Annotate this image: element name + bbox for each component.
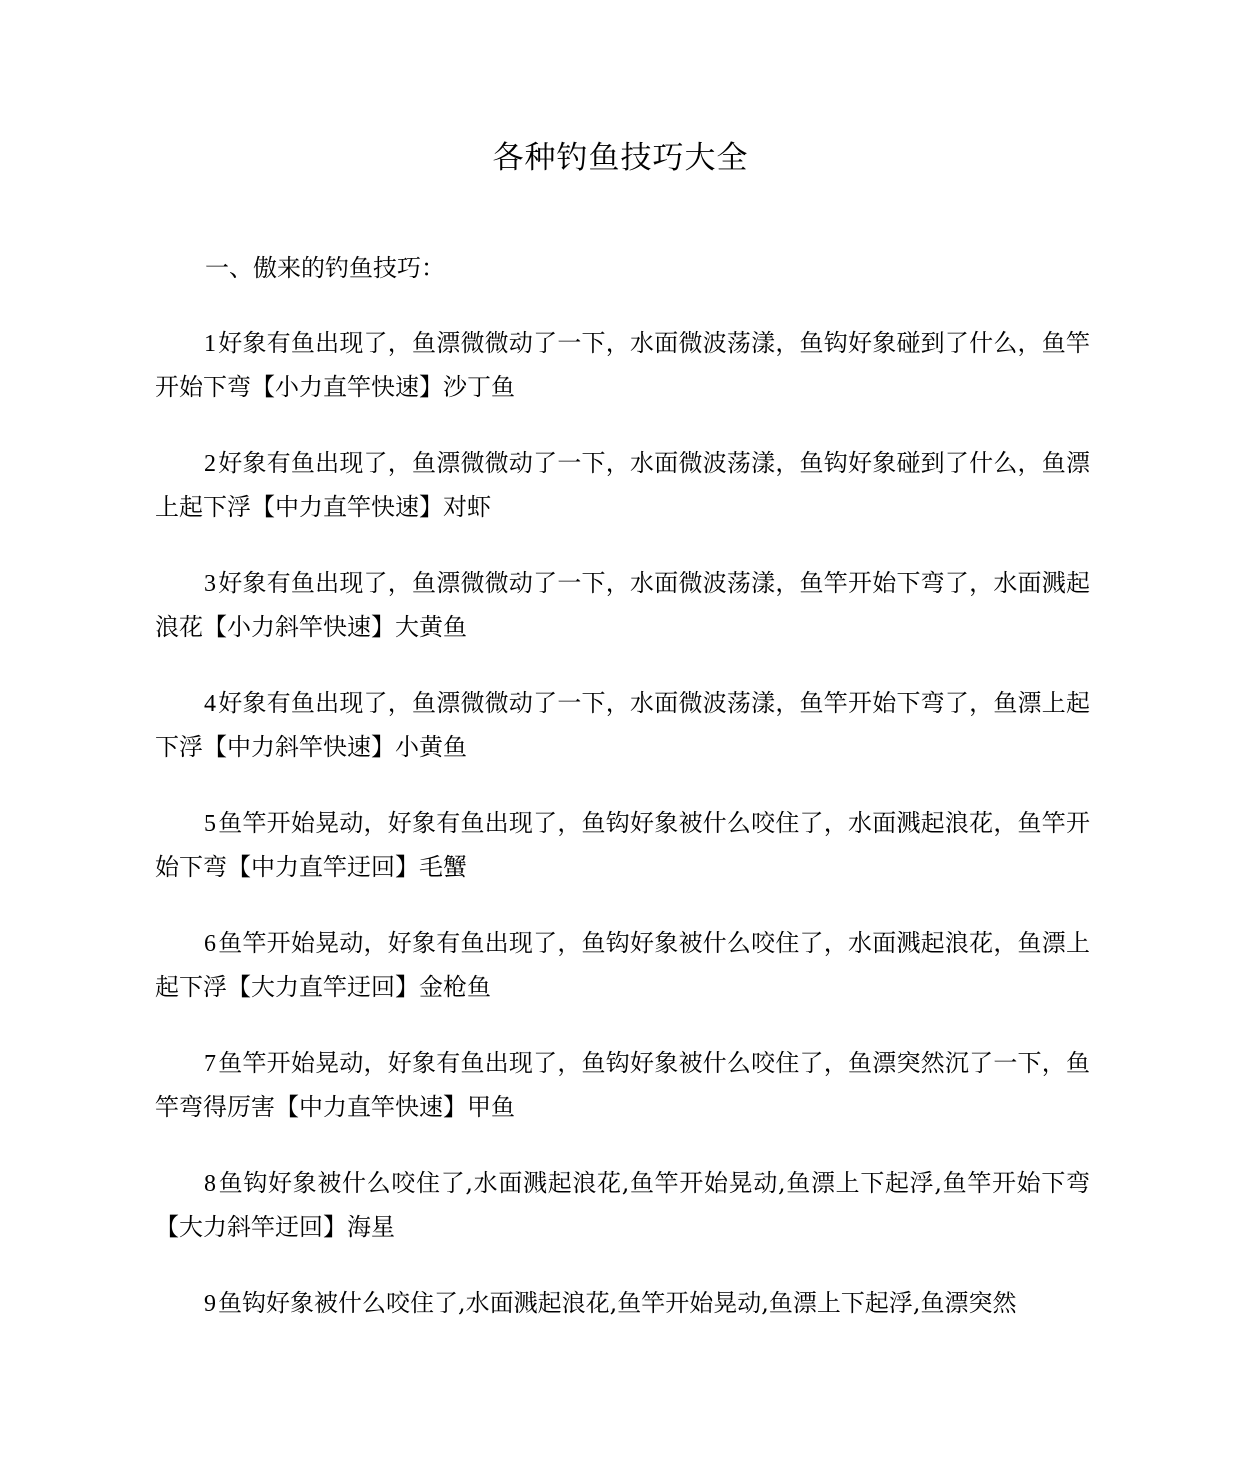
paragraph-text: 鱼竿开始晃动，好象有鱼出现了，鱼钩好象被什么咬住了，水面溅起浪花，鱼竿开始下弯【中力直竿迂回】毛蟹 [155, 809, 1090, 881]
paragraph [155, 562, 1090, 649]
paragraph-text: 好象有鱼出现了，鱼漂微微动了一下，水面微波荡漾，鱼钩好象碰到了什么，鱼漂上起下浮【中力直竿快速】对虾 [155, 449, 1090, 521]
paragraph-number: 8 [204, 1171, 216, 1197]
paragraph [155, 682, 1090, 769]
paragraph-text: 好象有鱼出现了，鱼漂微微动了一下，水面微波荡漾，鱼竿开始下弯了，水面溅起浪花【小力斜竿快速】大黄鱼 [155, 569, 1090, 641]
paragraph [155, 922, 1090, 1009]
paragraph-number: 1 [204, 331, 216, 357]
paragraph-text: 鱼竿开始晃动，好象有鱼出现了，鱼钩好象被什么咬住了，鱼漂突然沉了一下，鱼竿弯得厉害【中力直竿快速】甲鱼 [155, 1049, 1090, 1121]
paragraph-number: 5 [204, 811, 216, 837]
paragraph-text: 好象有鱼出现了，鱼漂微微动了一下，水面微波荡漾，鱼竿开始下弯了，鱼漂上起下浮【中力斜竿快速】小黄鱼 [155, 689, 1090, 761]
paragraph [155, 1042, 1090, 1129]
paragraph [155, 1282, 1090, 1326]
paragraph-number: 7 [204, 1051, 216, 1077]
paragraph [155, 442, 1090, 529]
paragraph-text: 好象有鱼出现了，鱼漂微微动了一下，水面微波荡漾，鱼钩好象碰到了什么，鱼竿开始下弯【小力直竿快速】沙丁鱼 [155, 329, 1090, 401]
paragraph-text: 鱼钩好象被什么咬住了,水面溅起浪花,鱼竿开始晃动,鱼漂上下起浮,鱼漂突然 [218, 1289, 1017, 1317]
paragraph [155, 802, 1090, 889]
section-heading: 一、傲来的钓鱼技巧： [205, 254, 445, 282]
paragraph [155, 1162, 1090, 1249]
document-title: 各种钓鱼技巧大全 [492, 140, 749, 176]
paragraph-number: 6 [204, 931, 216, 957]
paragraph-number: 3 [204, 571, 216, 597]
paragraph-text: 鱼竿开始晃动，好象有鱼出现了，鱼钩好象被什么咬住了，水面溅起浪花，鱼漂上起下浮【大力直竿迂回】金枪鱼 [155, 929, 1090, 1001]
paragraph-number: 4 [204, 691, 216, 717]
paragraph [155, 322, 1090, 409]
paragraph-number: 2 [204, 451, 216, 477]
paragraph-number: 9 [204, 1291, 216, 1317]
paragraph-text: 鱼钩好象被什么咬住了,水面溅起浪花,鱼竿开始晃动,鱼漂上下起浮,鱼竿开始下弯【大力斜竿迂回】海星 [155, 1169, 1090, 1241]
